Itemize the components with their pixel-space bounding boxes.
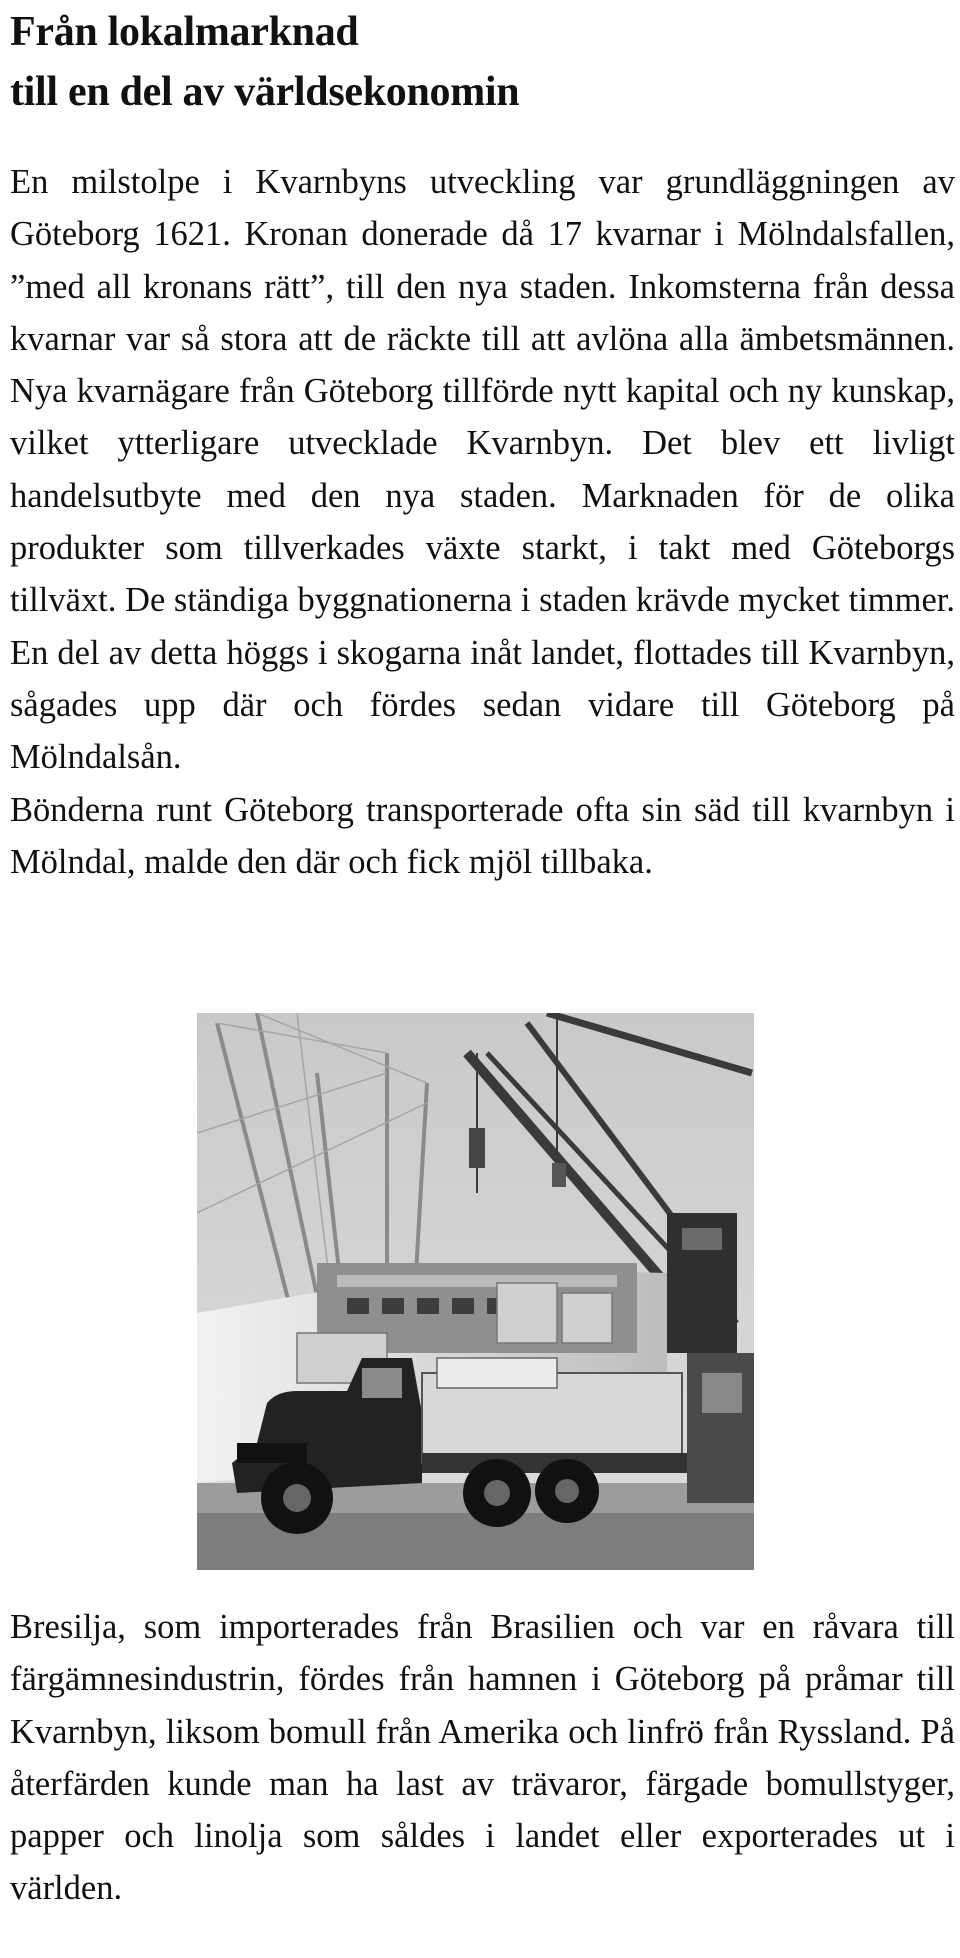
- paragraph-brazilwood-trade: Bresilja, som importerades från Brasilien och var en råvara till färgämnesindustrin, fördes från hamnen i Göteborg på pråmar till Kvarnbyn, liksom bomull från Amerika och linfrö från Ryssland. På återfärden kunde man ha last av trävaror, färgade bomullstyger, papper och linolja som såldes i landet eller exporterades ut i världen.: [10, 1608, 955, 1908]
- article-title: [10, 0, 955, 122]
- article: [10, 0, 955, 888]
- article-title-line-2: till en del av världsekonomin: [10, 69, 520, 115]
- paragraph-goteborg-founding: En milstolpe i Kvarnbyns utveckling var grundläggningen av Göteborg 1621. Kronan donerade då 17 kvarnar i Mölndalsfallen, ”med all kronans rätt”, till den nya staden. Inkomsterna från dessa kvarnar var så stora att de räckte till att avlöna alla ämbetsmännen. Nya kvarnägare från Göteborg tillförde nytt kapital och ny kunskap, vilket ytterligare utvecklade Kvarnbyn. Det blev ett livligt handelsutbyte med den nya staden. Marknaden för de olika produkter som tillverkades växte starkt, i takt med Göteborgs tillväxt. De ständiga byggnationerna i staden krävde mycket timmer. En del av detta höggs i skogarna inåt landet, flottades till Kvarnbyn, sågades upp där och fördes sedan vidare till Göteborg på Mölndalsån.: [10, 163, 955, 777]
- harbor-photo: [197, 1013, 754, 1570]
- article-title-line-1: Från lokalmarknad: [10, 9, 359, 55]
- paragraph-farmers-grain: Bönderna runt Göteborg transporterade ofta sin säd till kvarnbyn i Mölndal, malde den där och fick mjöl tillbaka.: [10, 790, 955, 881]
